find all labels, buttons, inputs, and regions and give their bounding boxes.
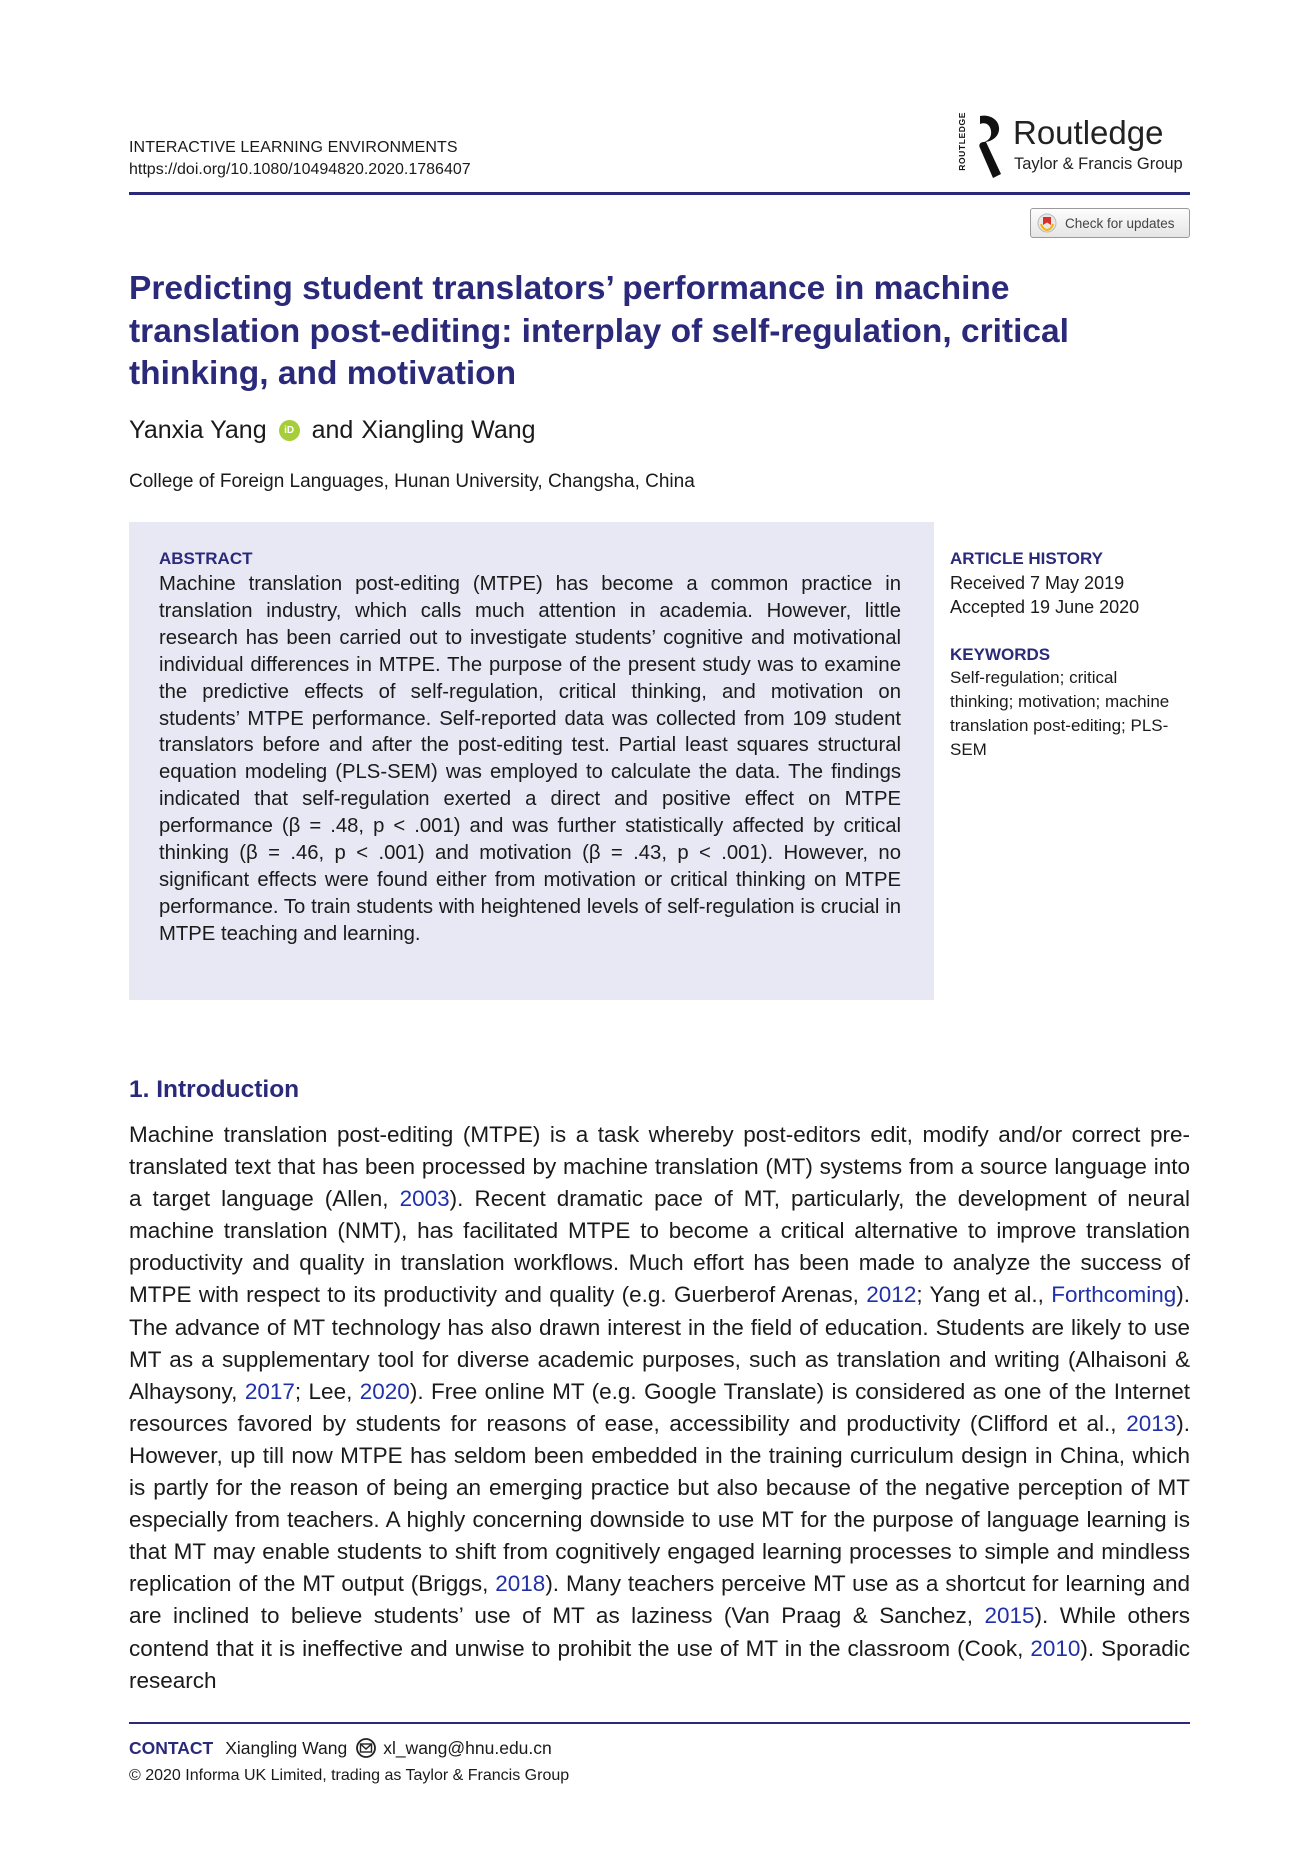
abstract-text: Machine translation post-editing (MTPE) has become a common practice in translation industry, which calls much attention in academia. However, little research has been carried out to investigate students’ cognitive and motivational individual differences in MTPE. The purpose of the present study was to examine the predictive effects of self-regulation, critical thinking, and motivation on students’ MTPE performance. Self-reported data was collected from 109 student translators before and after the post-editing test. Partial least squares structural equation modeling (PLS-SEM) was employed to calculate the data. The findings indicated that self-regulation exerted a direct and positive effect on MTPE performance (β = .48, p < .001) and was further statistically affected by critical thinking (β = .46, p < .001) and motivation (β = .43, p < .001). However, no significant effects were found either from motivation or critical thinking on MTPE performance. To train students with heightened levels of self-regulation is crucial in MTPE teaching and learning. [159,573,901,945]
abstract-heading: ABSTRACT [159,549,253,568]
copyright-notice: © 2020 Informa UK Limited, trading as Taylor & Francis Group [129,1767,570,1784]
check-for-updates-label: Check for updates [1065,215,1175,231]
received-date: Received 7 May 2019 [950,573,1125,593]
author-list [129,415,536,445]
citation-link[interactable]: 2020 [359,1378,410,1404]
contact-email[interactable]: xl_wang@hnu.edu.cn [383,1738,552,1758]
doi-link[interactable]: https://doi.org/10.1080/10494820.2020.1786407 [129,161,471,178]
citation-link[interactable]: 2017 [244,1378,295,1404]
routledge-r-icon [974,112,1004,180]
section-heading-introduction: 1. Introduction [129,1076,300,1103]
author-first[interactable]: Yanxia Yang [129,416,267,444]
article-history-heading: ARTICLE HISTORY [950,549,1104,568]
footer-divider [129,1722,1190,1724]
introduction-body [129,1119,1190,1697]
author-second[interactable]: Xiangling Wang [361,416,536,444]
publisher-name: Routledge [1013,114,1164,151]
body-text-segment: Machine translation post-editing (MTPE) is a task whereby post-editors edit, modify and/or correct pre-translated text that has been processed by machine translation (MT) systems from a source language into a target language (Allen, [129,1122,1190,1212]
body-text-segment: ; Lee, [294,1378,360,1404]
title-line: translation post-editing: interplay of self-regulation, critical [129,312,1069,350]
publisher-emblem-text: ROUTLEDGE [957,112,967,171]
article-title [129,268,1129,396]
crossmark-icon [1037,213,1057,233]
header-divider [129,192,1190,195]
citation-link[interactable]: Forthcoming [1051,1282,1177,1308]
citation-link[interactable]: 2010 [1030,1635,1081,1661]
body-text-segment: ). Many teachers perceive MT use as a shortcut for learning and are inclined to believe students’ use of MT as laziness (Van Praag & Sanchez, [129,1571,1190,1629]
contact-label: CONTACT [129,1738,214,1758]
citation-link[interactable]: 2018 [495,1571,546,1597]
body-text-segment: ). Recent dramatic pace of MT, particularly, the development of neural machine translation (NMT), has facilitated MTPE to become a critical alternative to improve translation productivity and quality in translation workflows. Much effort has been made to analyze the success of MTPE with respect to its productivity and quality (e.g. Guerberof Arenas, [129,1186,1190,1308]
accepted-date: Accepted 19 June 2020 [950,597,1140,617]
citation-link[interactable]: 2012 [866,1282,917,1308]
citation-link[interactable]: 2013 [1126,1410,1177,1436]
citation-link[interactable]: 2003 [399,1186,450,1212]
author-connector: and [311,416,354,444]
citation-link[interactable]: 2015 [984,1603,1035,1629]
body-text-segment: ). Free online MT (e.g. Google Translate) is considered as one of the Internet resources favored by students for reasons of ease, accessibility and productivity (Clifford et al., [129,1378,1190,1436]
contact-line [129,1736,552,1760]
keywords-list: Self-regulation; critical thinking; motivation; machine translation post-editing; PLS-SEM [950,668,1170,759]
article-history [950,571,1139,619]
keywords-heading: KEYWORDS [950,645,1051,664]
publisher-logo [957,110,1191,182]
publisher-group: Taylor & Francis Group [1014,155,1183,173]
orcid-icon[interactable]: iD [279,420,300,441]
body-text-segment: ). While others contend that it is ineffective and unwise to prohibit the use of MT in the classroom (Cook, [129,1603,1190,1661]
email-icon[interactable] [353,1738,379,1758]
affiliation: College of Foreign Languages, Hunan University, Changsha, China [129,471,695,492]
body-text-segment: ; Yang et al., [916,1282,1052,1308]
title-line: Predicting student translators’ performance in machine [129,270,1010,307]
body-text-segment: ). Sporadic research [129,1635,1190,1693]
body-paragraph [129,1119,1190,1697]
title-line: thinking, and motivation [129,355,517,392]
body-text-segment: ). The advance of MT technology has also drawn interest in the field of education. Students are likely to use MT as a supplementary tool for diverse academic purposes, such as translation and writing (Alhaisoni & Alhaysony, [129,1282,1190,1404]
journal-name: INTERACTIVE LEARNING ENVIRONMENTS [129,139,458,156]
contact-name: Xiangling Wang [225,1738,348,1758]
check-for-updates-button[interactable] [1030,208,1190,238]
body-text-segment: ). However, up till now MTPE has seldom been embedded in the training curriculum design in China, which is partly for the reason of being an emerging practice but also because of the negative perception of MT especially from teachers. A highly concerning downside to use MT for the purpose of language learning is that MT may enable students to shift from cognitively engaged learning processes to simple and mindless replication of the MT output (Briggs, [129,1410,1190,1597]
